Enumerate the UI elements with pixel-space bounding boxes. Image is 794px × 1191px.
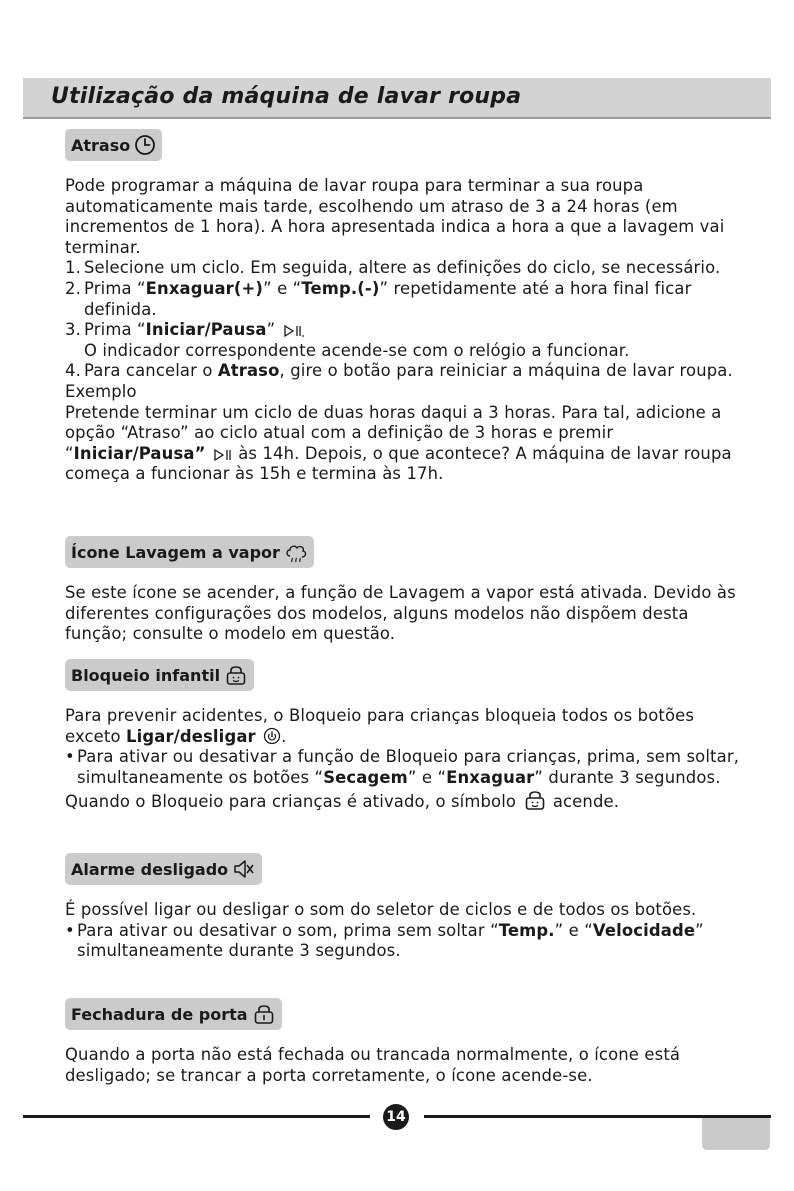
example-text — [65, 403, 745, 485]
section-label-door-lock — [65, 998, 282, 1030]
alarm-p1: É possível ligar ou desligar o som do seletor de ciclos e de todos os botões. — [65, 900, 697, 919]
text-run: ” durante 3 segundos. — [534, 767, 721, 787]
dry-button-ref: Secagem — [323, 767, 408, 787]
steam-text: Se este ícone se acender, a função de Lavagem a vapor está ativada. Devido às diferentes configurações dos modelos, alguns modelos não dispõem desta função; consulte o modelo em questão. — [65, 583, 736, 644]
section-alarm — [65, 853, 745, 962]
section-child-lock — [65, 659, 745, 813]
page-title: Utilização da máquina de lavar roupa — [51, 84, 522, 109]
section-label-text: Fechadura de porta — [71, 1004, 248, 1024]
delay-body — [65, 176, 745, 485]
section-label-child-lock — [65, 659, 254, 691]
alarm-body — [65, 900, 745, 962]
temp-minus-button-ref: Temp.(-) — [301, 278, 380, 298]
door-lock-icon — [252, 1002, 276, 1026]
text-run: Para ativar ou desativar a função de Bloqueio para crianças, prima, sem soltar, simultaneamente os botões “ — [77, 747, 740, 787]
list-item — [65, 747, 745, 788]
play-pause-icon — [283, 324, 305, 338]
section-label-steam — [65, 536, 314, 568]
section-steam — [65, 536, 745, 645]
steam-icon — [284, 541, 308, 563]
text-run: Para cancelar o — [84, 361, 218, 381]
text-run: . — [281, 726, 287, 746]
page-number: 14 — [383, 1104, 409, 1130]
text-run: Pretende terminar um ciclo de duas horas daqui a 3 horas. Para tal, adicione a opção “Atraso” ao ciclo atual com a definição de 3 horas e premir “ — [65, 402, 722, 463]
text-run: ” e “ — [554, 920, 593, 940]
list-number: 3. — [65, 320, 81, 340]
rinse-button-ref: Enxaguar — [446, 767, 535, 787]
power-button-ref: Ligar/desligar — [126, 726, 256, 746]
list-item — [65, 361, 745, 382]
list-item — [65, 921, 745, 962]
footer-tab — [702, 1118, 770, 1150]
child-lock-icon — [523, 788, 547, 812]
example-title: Exemplo — [65, 381, 137, 401]
section-label-text: Atraso — [71, 135, 131, 155]
list-item — [65, 258, 745, 279]
text-run: Prima “ — [84, 320, 146, 340]
start-pause-button-ref: Iniciar/Pausa” — [73, 443, 206, 463]
play-pause-icon — [213, 448, 233, 462]
rinse-plus-button-ref: Enxaguar(+) — [145, 278, 264, 298]
text-run: ” e “ — [407, 767, 447, 787]
section-label-alarm — [65, 853, 262, 885]
door-body — [65, 1045, 745, 1086]
start-pause-button-ref: Iniciar/Pausa — [145, 320, 267, 340]
text-run: ” e “ — [263, 278, 302, 298]
speed-button-ref: Velocidade — [592, 920, 696, 940]
section-delay — [65, 129, 745, 485]
delay-intro: Pode programar a máquina de lavar roupa para terminar a sua roupa automaticamente mais tarde, escolhendo um atraso de 3 a 24 horas (em incrementos de 1 hora). A hora apresentada indica a hora a que a lavagem vai terminar. — [65, 176, 725, 257]
text-run: Prima “ — [84, 278, 146, 298]
door-text: Quando a porta não está fechada ou trancada normalmente, o ícone está desligado; se trancar a porta corretamente, o ícone acende-se. — [65, 1045, 681, 1085]
list-item — [65, 279, 745, 320]
section-label-text: Bloqueio infantil — [71, 665, 221, 685]
text-run: Para prevenir acidentes, o Bloqueio para crianças bloqueia todos os botões exceto — [65, 706, 695, 746]
bullet: • — [65, 747, 75, 767]
section-door-lock — [65, 998, 745, 1086]
list-item — [65, 320, 745, 361]
power-icon — [263, 727, 281, 745]
text-run: Para ativar ou desativar o som, prima sem soltar “ — [77, 920, 499, 940]
clock-icon — [134, 134, 156, 156]
text-run: ” simultaneamente durante 3 segundos. — [77, 920, 704, 961]
child-lock-icon — [224, 663, 248, 687]
bullet: • — [65, 920, 75, 940]
delay-ref: Atraso — [217, 361, 280, 381]
header-bar — [23, 78, 771, 119]
child-lock-body — [65, 706, 745, 813]
list-number: 4. — [65, 361, 81, 381]
footer-rule-left — [23, 1115, 370, 1118]
list-number: 2. — [65, 278, 81, 298]
mute-icon — [232, 858, 256, 880]
text-run: O indicador correspondente acende-se com o relógio a funcionar. — [84, 340, 630, 360]
text-run: , gire o botão para reiniciar a máquina de lavar roupa. — [279, 361, 733, 381]
text-run: ” — [266, 320, 281, 340]
steam-body — [65, 583, 745, 645]
text-run: às 14h. Depois, o que acontece? A máquina de lavar roupa começa a funcionar às 15h e termina às 17h. — [65, 443, 732, 484]
text-run: Quando o Bloqueio para crianças é ativado, o símbolo — [65, 792, 522, 812]
list-text: Selecione um ciclo. Em seguida, altere as definições do ciclo, se necessário. — [84, 258, 721, 278]
temp-button-ref: Temp. — [498, 920, 555, 940]
child-lock-p2 — [65, 788, 745, 813]
section-label-text: Ícone Lavagem a vapor — [71, 542, 280, 562]
list-number: 1. — [65, 258, 81, 278]
child-lock-p1 — [65, 706, 745, 747]
text-run: acende. — [547, 792, 620, 812]
section-label-text: Alarme desligado — [71, 859, 229, 879]
text-run: ” repetidamente até a hora final ficar definida. — [84, 278, 692, 319]
section-label-delay — [65, 129, 162, 161]
